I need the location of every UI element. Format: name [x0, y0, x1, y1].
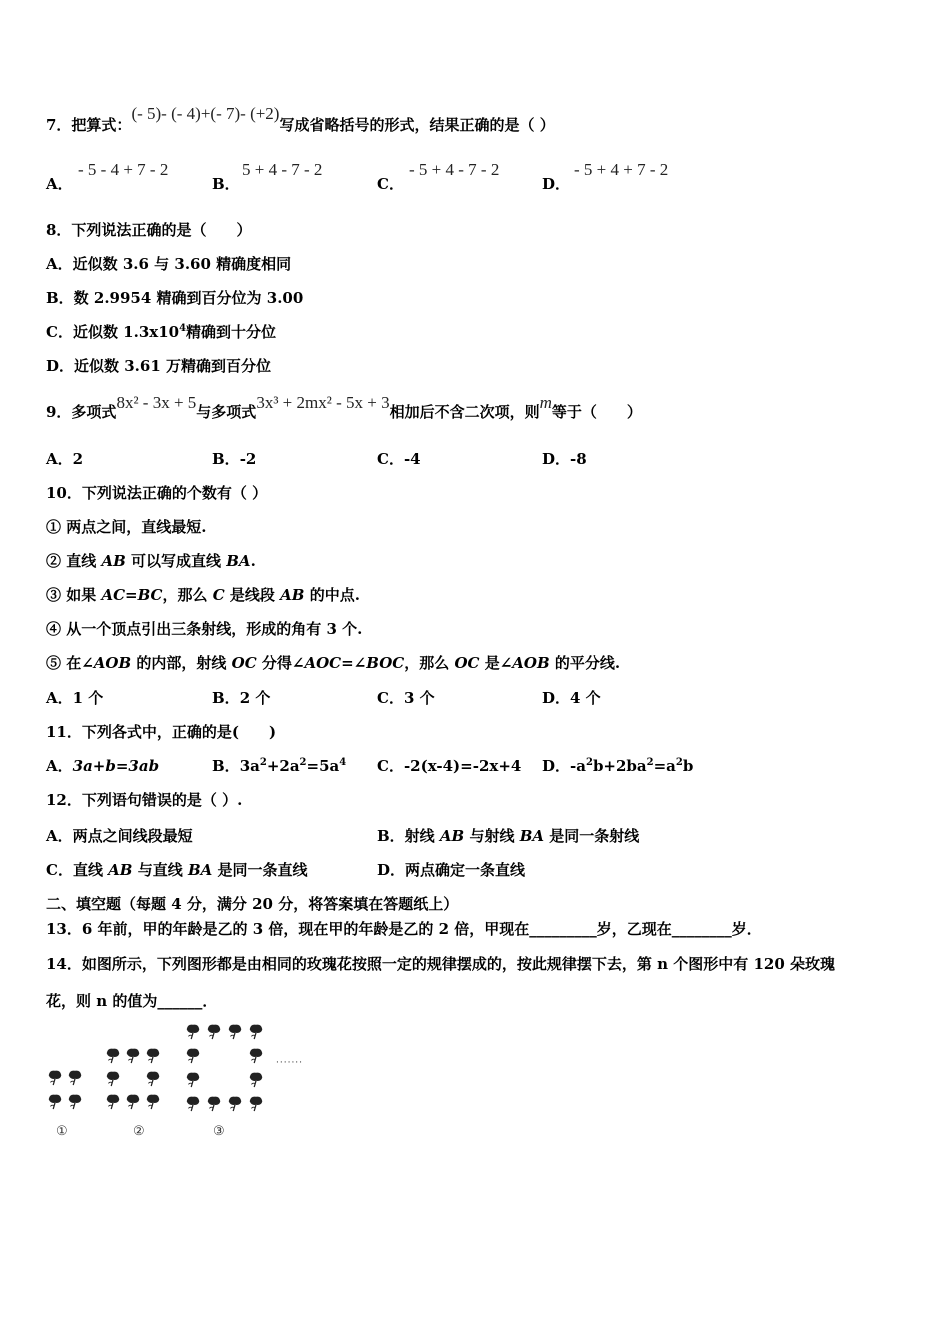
q9-d-value: -8 [570, 450, 587, 468]
t: AC=BC [101, 586, 163, 604]
q9-a-value: 2 [72, 450, 84, 468]
q10-statement-5 [46, 653, 620, 673]
rose-icon [205, 1022, 219, 1036]
q10-b-value: 2 个 [239, 689, 271, 707]
t: ③ 如果 [46, 586, 102, 604]
rose-icon [184, 1046, 198, 1060]
q10-b-label: B． [212, 689, 240, 707]
t: =∠ [341, 654, 367, 672]
q8-option-b: B．数 2.9954 精确到百分位为 3.00 [46, 289, 304, 307]
t: ② 直线 [46, 552, 102, 570]
q9-a-label: A． [46, 450, 73, 468]
rose-icon [124, 1092, 138, 1106]
t: B．射线 [377, 827, 440, 845]
t: 3a+b=3ab [72, 757, 160, 775]
q12-option-c [46, 860, 308, 880]
q9-d-label: D． [542, 450, 571, 468]
t: AB [280, 586, 305, 604]
q7-option-c-label: C． [377, 175, 404, 193]
t: . [250, 552, 256, 570]
rose-icon [144, 1092, 158, 1106]
q9-number: 9．多项式 [46, 403, 117, 421]
t: BA [519, 827, 545, 845]
t: AOB [93, 654, 132, 672]
t: 的中点. [304, 586, 360, 604]
q8-c-text: C．近似数 1.3x10 [46, 323, 180, 341]
rose-icon [226, 1094, 240, 1108]
q10-statement-4: ④ 从一个顶点引出三条射线，形成的角有 3 个. [46, 620, 363, 638]
t: BA [226, 552, 251, 570]
q12-option-a: A．两点之间线段最短 [46, 827, 193, 845]
q10-statement-2 [46, 551, 256, 571]
q7-option-a-label: A． [46, 175, 73, 193]
q8-option-a: A．近似数 3.6 与 3.60 精确度相同 [46, 255, 292, 273]
t: 与射线 [464, 827, 520, 845]
t: 3a [239, 757, 260, 775]
t: 分得∠ [256, 654, 305, 672]
q9-b-label: B． [212, 450, 240, 468]
q9-stem [46, 393, 642, 422]
rose-icon [104, 1092, 118, 1106]
q12-stem: 12．下列语句错误的是（ ）. [46, 791, 243, 809]
q11-option-b [212, 756, 346, 776]
t: 的平分线. [549, 654, 621, 672]
q10-a-value: 1 个 [72, 689, 104, 707]
q7-stem [46, 104, 555, 135]
q14-stem-line2: 花，则 n 的值为______． [46, 992, 218, 1010]
rose-icon [247, 1094, 261, 1108]
t: 与直线 [132, 861, 188, 879]
rose-icon [46, 1092, 60, 1106]
t: BA [187, 861, 213, 879]
t: ，那么 [404, 654, 455, 672]
t: b+2ba [592, 757, 647, 775]
t: AB [101, 552, 126, 570]
figure-label-1: ① [56, 1124, 68, 1139]
rose-icon [247, 1022, 261, 1036]
t: 是同一条射线 [544, 827, 640, 845]
rose-icon [104, 1069, 118, 1083]
q7-option-d-value: - 5 + 4 + 7 - 2 [574, 160, 669, 179]
q9-b-value: -2 [239, 450, 257, 468]
t: C． [377, 757, 404, 775]
q9-c-value: -4 [403, 450, 421, 468]
q9-poly2: 3x³ + 2mx² - 5x + 3 [256, 393, 390, 412]
rose-icon [184, 1094, 198, 1108]
q11-stem: 11．下列各式中，正确的是( ) [46, 723, 277, 741]
rose-icon [247, 1046, 261, 1060]
rose-icon [184, 1022, 198, 1036]
rose-icon [144, 1046, 158, 1060]
figure-label-2: ② [133, 1124, 145, 1139]
t: 2 [646, 757, 654, 768]
q7-expression: (- 5)- (- 4)+(- 7)- (+2) [131, 104, 280, 123]
q11-option-d [542, 756, 693, 776]
t: ⑤ 在∠ [46, 654, 94, 672]
t: AOC [304, 654, 342, 672]
t: 可以写成直线 [125, 552, 227, 570]
q9-poly1: 8x² - 3x + 5 [116, 393, 197, 412]
q8-option-d: D．近似数 3.61 万精确到百分位 [46, 357, 271, 375]
t: C．直线 [46, 861, 109, 879]
t: 2 [259, 757, 267, 768]
q10-c-label: C． [377, 689, 404, 707]
q7-option-b-value: 5 + 4 - 7 - 2 [242, 160, 323, 179]
continuation-dots: ······· [276, 1058, 304, 1068]
q9-tail: 相加后不含二次项，则 [389, 403, 540, 421]
rose-icon [104, 1046, 118, 1060]
q10-d-label: D． [542, 689, 571, 707]
q8-stem: 8．下列说法正确的是（ ） [46, 221, 252, 239]
t: 的内部，射线 [131, 654, 232, 672]
section-heading: 二、填空题（每题 4 分，满分 20 分，将答案填在答题纸上） [46, 895, 459, 913]
t: AB [108, 861, 133, 879]
t: 2 [585, 757, 593, 768]
q10-d-value: 4 个 [570, 689, 601, 707]
t: BOC [366, 654, 405, 672]
t: AB [439, 827, 465, 845]
q7-option-b-label: B． [212, 175, 240, 193]
t: b [682, 757, 694, 775]
q9-end: 等于（ ） [551, 403, 642, 421]
t: 是∠ [479, 654, 513, 672]
q12-option-d: D．两点确定一条直线 [377, 861, 526, 879]
t: OC [231, 654, 257, 672]
q10-a-label: A． [46, 689, 73, 707]
q7-option-c-value: - 5 + 4 - 7 - 2 [409, 160, 500, 179]
q11-option-c [377, 756, 521, 776]
t: -a [570, 757, 586, 775]
t: B． [212, 757, 240, 775]
rose-icon [226, 1022, 240, 1036]
t: +2a [266, 757, 300, 775]
t: 2 [299, 757, 307, 768]
t: ，那么 [162, 586, 213, 604]
t: D． [542, 757, 571, 775]
q8-option-c [46, 322, 276, 342]
q10-c-value: 3 个 [403, 689, 435, 707]
q7-number: 7．把算式： [46, 116, 132, 134]
t: OC [454, 654, 480, 672]
t: A． [46, 757, 73, 775]
t: =5a [306, 757, 340, 775]
t: 4 [339, 757, 347, 768]
rose-icon [247, 1070, 261, 1084]
rose-icon [184, 1070, 198, 1084]
q9-variable: m [539, 393, 552, 412]
rose-icon [144, 1069, 158, 1083]
q9-c-label: C． [377, 450, 404, 468]
t: =a [653, 757, 676, 775]
q13-stem: 13．6 年前，甲的年龄是乙的 3 倍，现在甲的年龄是乙的 2 倍，甲现在_________岁，乙现在________岁． [46, 920, 762, 938]
q11-option-a [46, 756, 159, 776]
q9-mid: 与多项式 [196, 403, 257, 421]
q10-stem: 10．下列说法正确的个数有（ ） [46, 484, 268, 502]
q7-option-d-label: D． [542, 175, 571, 193]
rose-icon [46, 1068, 60, 1082]
rose-icon [124, 1046, 138, 1060]
t: 是同一条直线 [212, 861, 308, 879]
rose-icon [205, 1094, 219, 1108]
q14-stem-line1: 14．如图所示，下列图形都是由相同的玫瑰花按照一定的规律摆成的，按此规律摆下去，第 n 个图形中有 120 朵玫瑰 [46, 955, 835, 973]
t: C [212, 586, 225, 604]
q7-option-a-value: - 5 - 4 + 7 - 2 [78, 160, 169, 179]
figure-label-3: ③ [213, 1124, 225, 1139]
t: 是线段 [224, 586, 281, 604]
t: -2(x-4)=-2x+4 [403, 757, 522, 775]
rose-icon [66, 1092, 80, 1106]
rose-icon [66, 1068, 80, 1082]
q8-c-tail: 精确到十分位 [186, 323, 277, 341]
t: 2 [675, 757, 683, 768]
q10-statement-3 [46, 585, 360, 605]
q8-c-exponent: 4 [179, 323, 187, 334]
t: AOB [512, 654, 550, 672]
q7-tail: 写成省略括号的形式，结果正确的是（ ） [279, 116, 555, 134]
q12-option-b [377, 826, 639, 846]
q10-statement-1: ① 两点之间，直线最短. [46, 518, 207, 536]
